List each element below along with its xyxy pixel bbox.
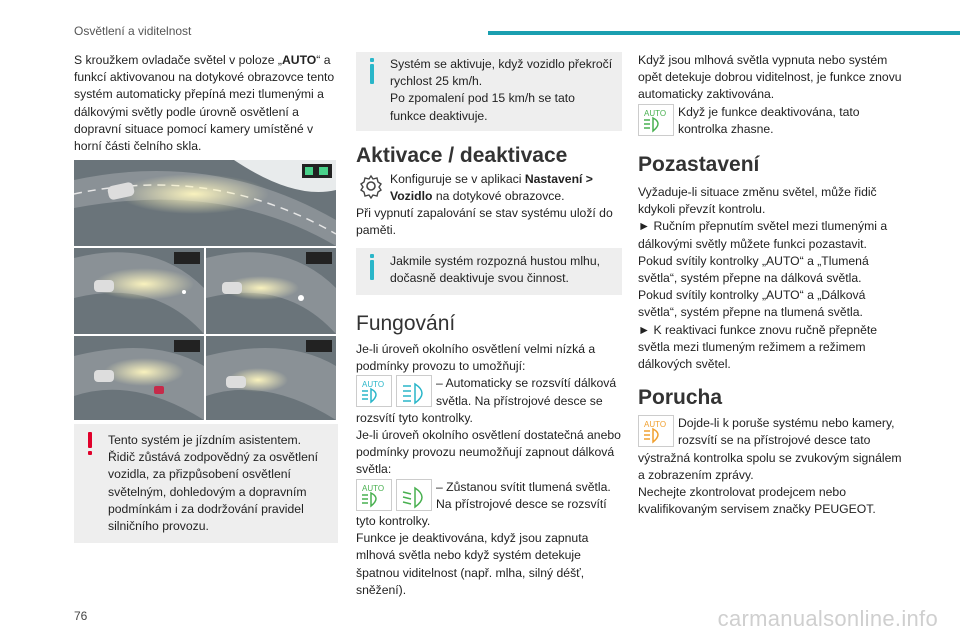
- illustration-panel-middle-left: [74, 248, 204, 334]
- high-beam-icon: [396, 375, 432, 407]
- ignition-paragraph: Při vypnutí zapalování se stav systému uloží do paměti.: [356, 206, 613, 238]
- info-note-fog: Jakmile systém rozpozná hustou mlhu, dočasně deaktivuje svou činnost.: [356, 248, 622, 295]
- header-accent-bar: [488, 31, 960, 35]
- high-beam-line: AUTO – Automaticky se rozsvítí dálková světla. Na přístrojové desce se rozsvítí tyto kontrolky.: [356, 376, 617, 425]
- illustration-panel-middle-right: [206, 248, 336, 334]
- svg-text:AUTO: AUTO: [644, 108, 667, 118]
- illustration-panel-bottom-left: [74, 336, 204, 420]
- watermark: carmanualsonline.info: [717, 606, 938, 631]
- deactivated-line: AUTO Když je funkce deaktivována, tato kontrolka zhasne.: [638, 104, 904, 138]
- info-icon: [370, 58, 374, 62]
- svg-text:AUTO: AUTO: [644, 420, 667, 430]
- heading-operation: Fungování: [356, 312, 456, 336]
- column-3: Když jsou mlhová světla vypnuta nebo systém opět detekuje dobrou viditelnost, je funkce znovu automaticky zaktivována. AUTO Když je funkce deaktivována, tato kontrolka zhasne. Pozastavení Vyžaduje-li situace změnu světel, může řidič kdykoli převzít kontrolu. ► Ručním přepnutím světel mezi tlumenými a dálkovými světly můžete funkci pozastavit. Pokud svítily kontrolky „AUTO“ a „Tlumená světla“, systém přepne na dálková světla. Pokud svítily kontrolky „AUTO“ a „Dálková světla“, systém přepne na tlumená světla. ► K reaktivaci funkce znovu ručně přepněte světla mezi tlumeným režimem a režimem dálkových světel. Porucha AUTO Dojde-li k poruše systému nebo kamery, rozsvítí se na přístrojové desce tato výstražná kontrolka spolu se zvukovým signálem a zobrazením zprávy. Nechejte zkontrolovat prodejcem nebo kvalifikovaným servisem značky PEUGEOT.: [638, 52, 904, 518]
- low-beam-line: AUTO – Zůstanou svítit tlumená světla. Na přístrojové desce se rozsvítí tyto kontrolky.: [356, 479, 611, 529]
- auto-lights-fault-icon: [638, 415, 674, 447]
- svg-text:AUTO: AUTO: [362, 380, 385, 390]
- dash-indicator-bottom-right: [306, 340, 332, 352]
- illustration-panel-bottom-right: [206, 336, 336, 420]
- dash-indicator-middle-left: [174, 252, 200, 264]
- warning-note: Tento systém je jízdním asistentem. Řidič zůstává zodpovědný za osvětlení vozidla, za přizpůsobení osvětlení světelným, dohledovým a dopravním podmínkám i za dodržování pravidel silničního provozu.: [74, 424, 338, 543]
- column-2: Systém se aktivuje, když vozidlo překročí rychlost 25 km/h. Po zpomalení pod 15 km/h se tato funkce deaktivuje. Aktivace / deaktivace Konfiguruje se v aplikaci Nastavení > Vozidlo na dotykové obrazovce. Při vypnutí zapalování se stav systému uloží do paměti. Jakmile systém rozpozná hustou mlhu, dočasně deaktivuje svou činnost. Fungování Je-li úroveň okolního osvětlení velmi nízká a podmínky provozu to umožňují: AUTO – Automaticky se rozsvítí dálková světla. Na přístrojové desce se rozsvítí tyto kontrolky. Je-li úroveň okolního osvětlení dostatečná anebo podmínky provozu neumožňují zapnout dálková světla: AUTO – Zůstanou svítit tlumená světla. Na přístrojové desce se rozsvítí tyto kontrolky. Funkce je deaktivována, když jsou zapnuta mlhová světla nebo když systém detekuje špatnou viditelnost (např. mlha, silný déšť, sněžení).: [356, 52, 622, 599]
- warning-icon: [88, 432, 92, 448]
- low-beam-icon: [396, 479, 432, 511]
- svg-text:AUTO: AUTO: [362, 483, 385, 493]
- header-title: Osvětlení a viditelnost: [74, 24, 192, 38]
- info-icon: [370, 254, 374, 258]
- headlight-illustration: [74, 160, 336, 420]
- column-1: [74, 52, 338, 155]
- illustration-panel-top: [74, 160, 336, 246]
- page-number: 76: [74, 609, 88, 623]
- heading-fault: Porucha: [638, 386, 723, 410]
- auto-lights-icon: [638, 104, 674, 136]
- config-line: Konfiguruje se v aplikaci Nastavení > Vozidlo na dotykové obrazovce.: [356, 171, 622, 205]
- auto-lights-icon: [356, 375, 392, 407]
- heading-suspend: Pozastavení: [638, 153, 760, 177]
- dash-indicator-top: [302, 164, 332, 178]
- fault-line: AUTO Dojde-li k poruše systému nebo kamery, rozsvítí se na přístrojové desce tato výstražná kontrolka spolu se zvukovým signálem a zobrazením zprávy.: [638, 416, 902, 482]
- settings-gear-icon: [356, 171, 386, 201]
- heading-activation: Aktivace / deaktivace: [356, 143, 568, 167]
- info-note-speed: Systém se aktivuje, když vozidlo překročí rychlost 25 km/h. Po zpomalení pod 15 km/h se tato funkce deaktivuje.: [356, 52, 622, 131]
- dash-indicator-middle-right: [306, 252, 332, 264]
- auto-lights-icon: [356, 479, 392, 511]
- intro-paragraph: S kroužkem ovladače světel v poloze „AUTO“ a funkcí aktivovanou na dotykové obrazovce tento systém automaticky přepíná mezi tlumenými a dálkovými světly podle úrovně osvětlení a dopravní situace pomocí kamery umístěné v horní části čelního skla.: [74, 53, 335, 154]
- dash-indicator-bottom-left: [174, 340, 200, 352]
